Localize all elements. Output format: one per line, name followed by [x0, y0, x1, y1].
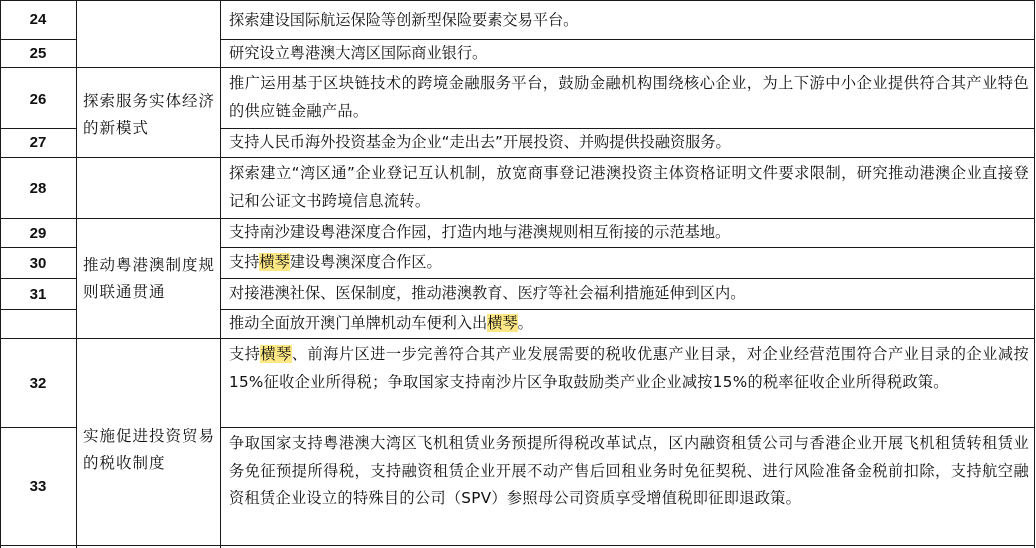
row-number: 33 [29, 478, 47, 495]
category-cell: 探索服务实体经济的新模式 [83, 92, 216, 137]
row-divider [0, 39, 76, 40]
row-divider [220, 278, 1035, 279]
measure-text-part: 推动全面放开澳门单牌机动车便利入出 [229, 314, 488, 332]
measure-text: 争取国家支持粤港澳大湾区飞机租赁业务预提所得税改革试点，区内融资租赁公司与香港企业开展飞机租赁转租赁业务免征预提所得税，支持融资租赁企业开展不动产售后回租业务时免征契税、进行风险准备金税前扣除，支持航空融资租赁企业设立的特殊目的公司（SPV）参照母公司资质享受增值税即征即退政策。 [229, 434, 1029, 507]
row-number: 24 [29, 11, 47, 28]
table-border-right [1034, 0, 1035, 548]
measure-text-part: 支持 [229, 345, 261, 363]
row-divider [220, 247, 1035, 248]
measure-text-part: 、前海片区进一步完善符合其产业发展需要的税收优惠产业目录，对企业经营范围符合产业目录的企业减按15%征收企业所得税；争取国家支持南沙片区争取鼓励类产业企业减按15%的税率征收企业所得税政策。 [229, 345, 1029, 391]
highlighted-keyword: 横琴 [259, 253, 290, 271]
measure-text: 对接港澳社保、医保制度，推动港澳教育、医疗等社会福利措施延伸到区内。 [229, 284, 746, 302]
measure-text-part: 支持 [229, 253, 260, 271]
row-divider [0, 128, 76, 129]
row-divider [0, 157, 1035, 158]
measure-text [229, 249, 1029, 277]
measure-text: 研究设立粤港澳大湾区国际商业银行。 [229, 44, 488, 62]
row-divider [0, 247, 76, 248]
row-number: 27 [29, 134, 47, 151]
measure-text-part: 。 [517, 314, 533, 332]
column-divider-1 [76, 0, 77, 548]
row-divider [220, 427, 1035, 428]
row-divider [0, 278, 76, 279]
row-divider [0, 545, 1035, 546]
measure-text: 支持人民币海外投资基金为企业“走出去”开展投资、并购提供投融资服务。 [229, 133, 731, 151]
row-number: 30 [29, 255, 47, 272]
row-number: 29 [29, 225, 47, 242]
highlighted-keyword: 横琴 [260, 345, 292, 363]
measure-text: 探索建设国际航运保险等创新型保险要素交易平台。 [229, 11, 579, 29]
highlighted-keyword: 横琴 [487, 314, 518, 332]
row-divider [0, 0, 1035, 1]
table-border-left [0, 0, 1, 548]
measure-text: 支持南沙建设粤港深度合作园，打造内地与港澳规则相互衔接的示范基地。 [229, 223, 731, 241]
measure-text [229, 341, 1029, 396]
category-cell: 推动粤港澳制度规则联通贯通 [83, 256, 216, 301]
category-cell: 实施促进投资贸易的税收制度 [83, 427, 216, 472]
row-divider [0, 427, 76, 428]
row-number: 28 [29, 180, 47, 197]
measure-text: 探索建立“湾区通”企业登记互认机制，放宽商事登记港澳投资主体资格证明文件要求限制，研究推动港澳企业直接登记和公证文书跨境信息流转。 [229, 164, 1029, 210]
row-divider [0, 338, 1035, 339]
row-number: 25 [29, 45, 47, 62]
row-divider [0, 309, 76, 310]
measure-text-part: 建设粤澳深度合作区。 [289, 253, 442, 271]
row-number: 26 [29, 91, 47, 108]
row-number: 32 [29, 375, 47, 392]
measure-text: 推广运用基于区块链技术的跨境金融服务平台，鼓励金融机构围绕核心企业，为上下游中小企业提供符合其产业特色的供应链金融产品。 [229, 74, 1029, 120]
measure-text [229, 310, 1029, 338]
row-number: 31 [29, 286, 47, 303]
